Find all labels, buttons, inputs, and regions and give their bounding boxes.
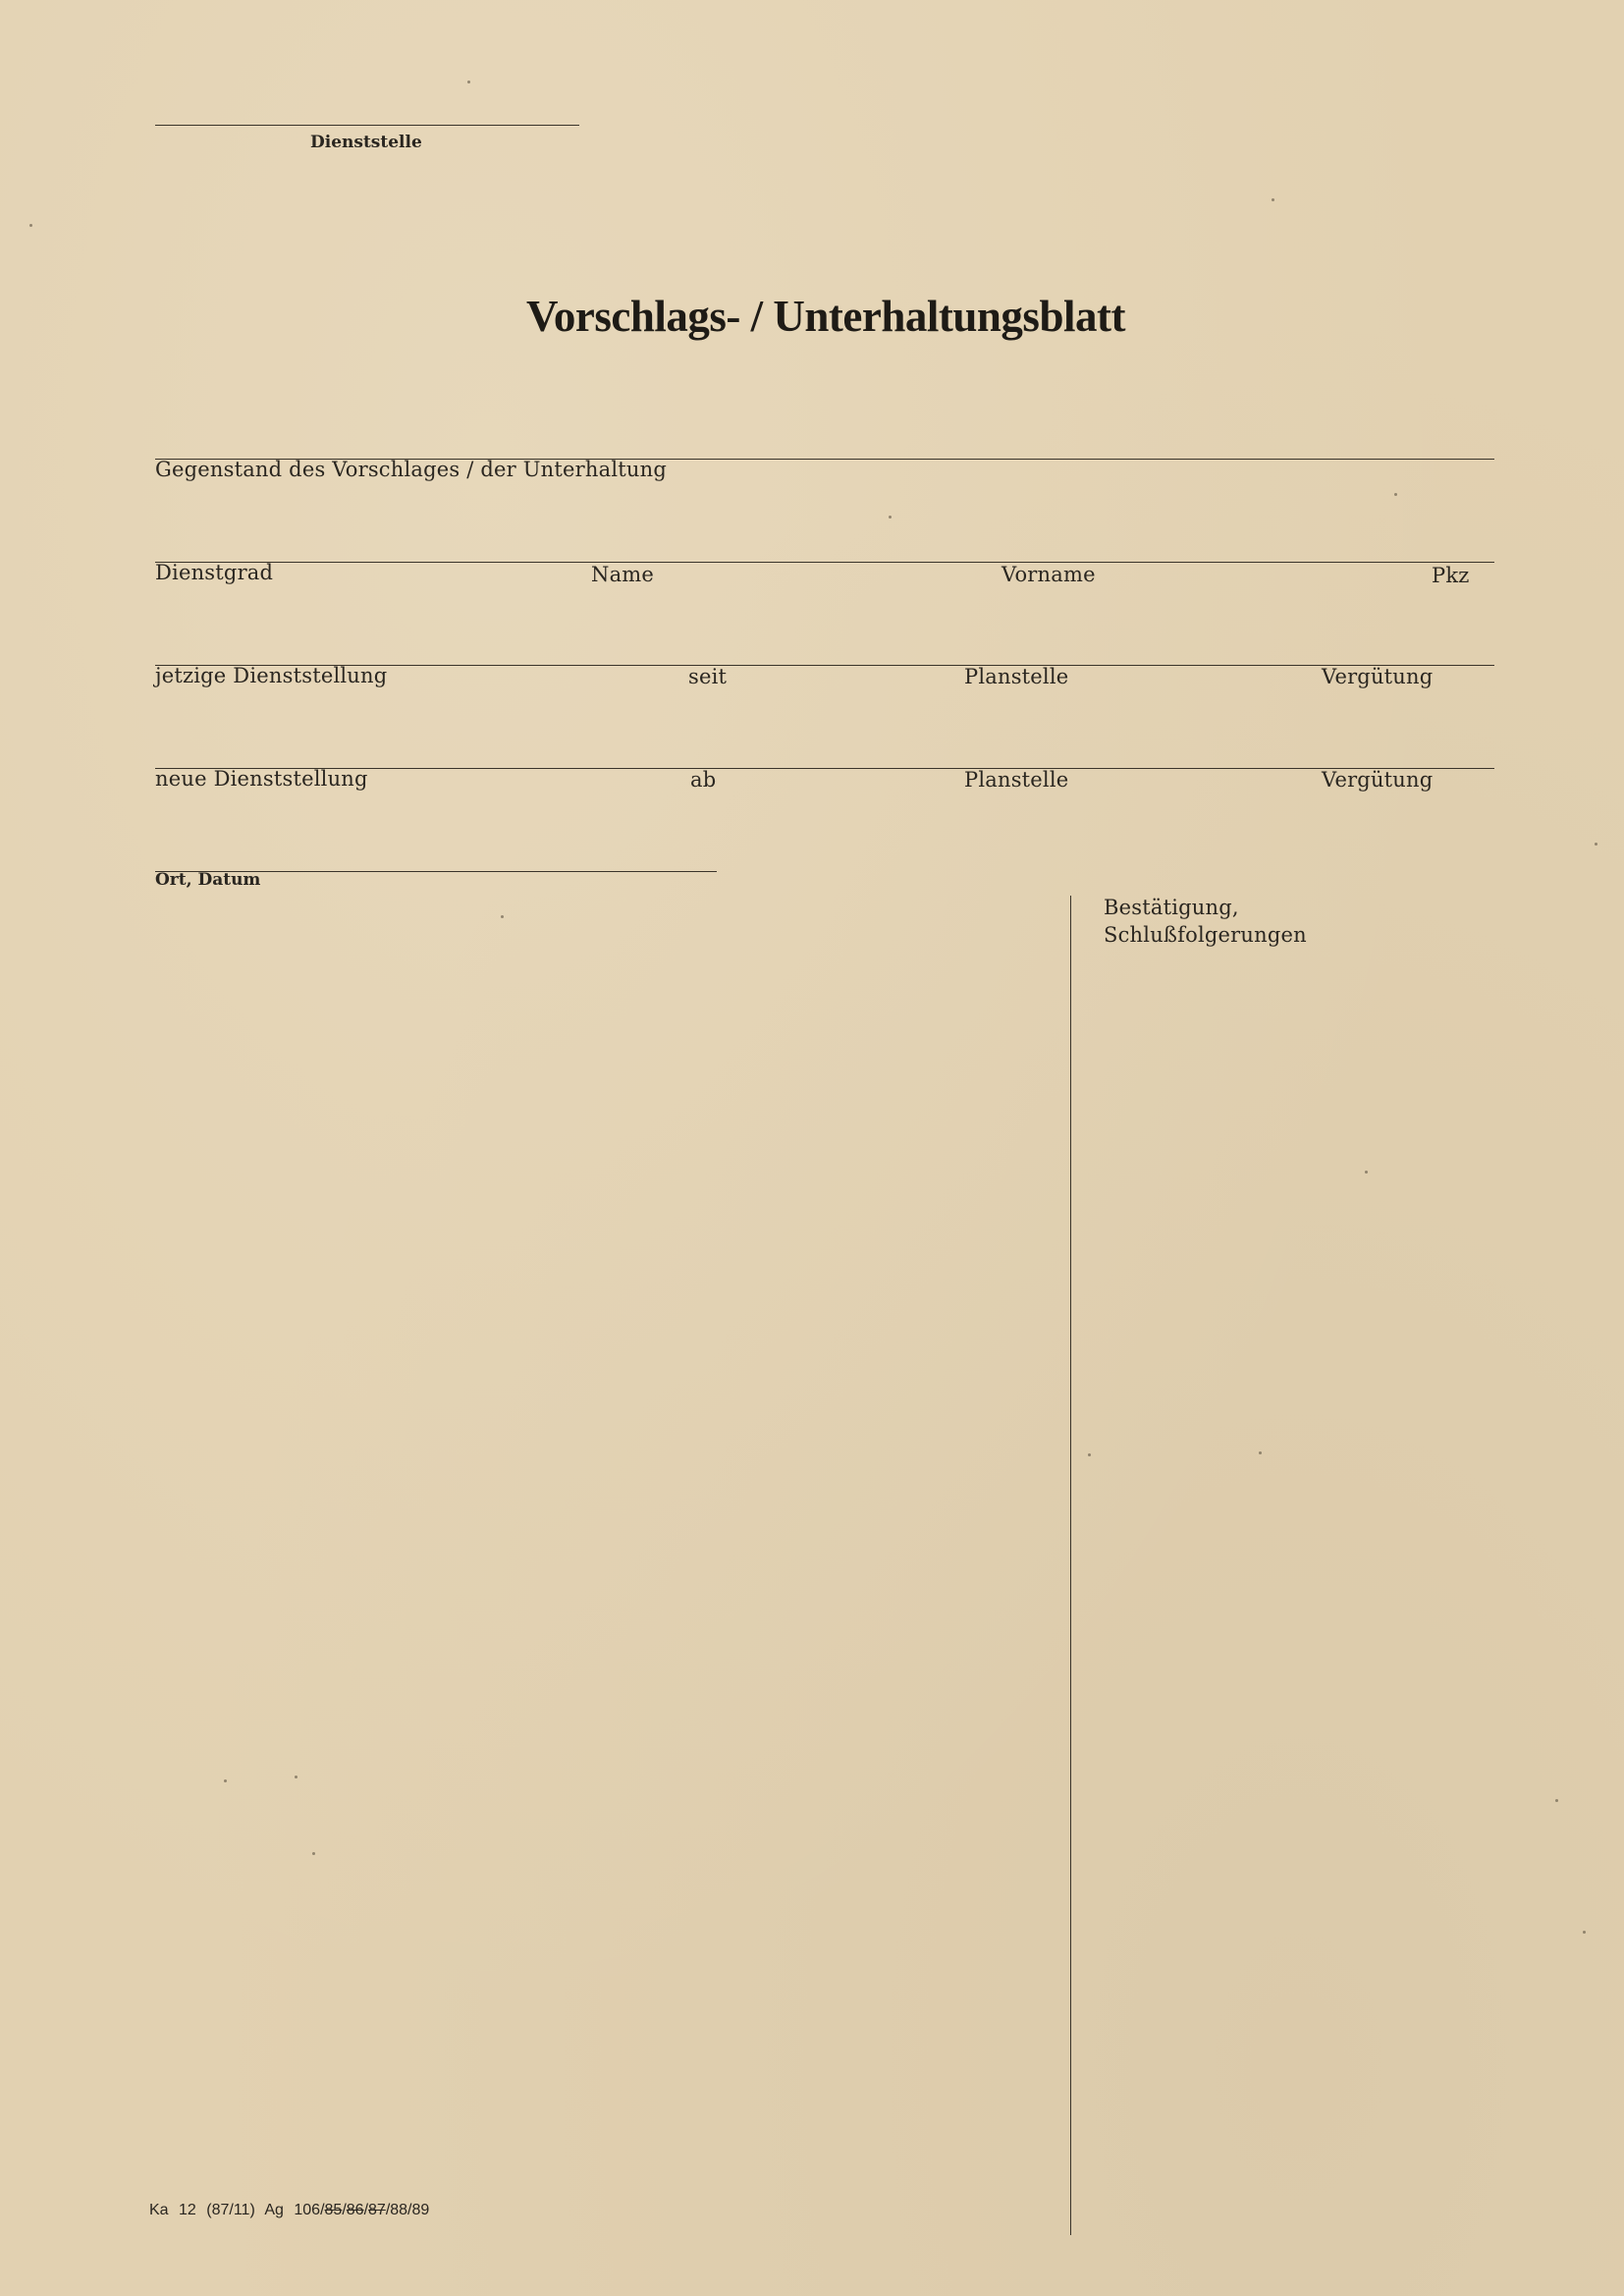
verguetung-label-2: Vergütung	[1322, 768, 1434, 792]
paper-speck	[1259, 1451, 1262, 1454]
paper-speck	[1583, 1931, 1586, 1934]
vorname-label: Vorname	[1001, 563, 1096, 586]
paper-speck	[224, 1779, 227, 1782]
seit-label: seit	[688, 665, 728, 688]
paper-speck	[1595, 843, 1597, 846]
print-code-years	[294, 2202, 429, 2218]
paper-speck	[889, 516, 892, 519]
ort-datum-field[interactable]	[155, 825, 717, 870]
planstelle-label-2: Planstelle	[964, 768, 1069, 792]
print-code	[149, 2202, 429, 2219]
dienststelle-line	[155, 125, 579, 126]
paper-speck	[295, 1776, 298, 1778]
pkz-label: Pkz	[1432, 564, 1470, 587]
paper-speck	[467, 81, 470, 83]
ab-label: ab	[690, 768, 717, 792]
name-label: Name	[591, 563, 655, 586]
paper-speck	[29, 224, 32, 227]
ort-datum-label: Ort, Datum	[155, 870, 261, 890]
paper-speck	[501, 915, 504, 918]
paper-speck	[1088, 1453, 1091, 1456]
confirmation-area[interactable]	[1090, 962, 1502, 2229]
paper-speck	[312, 1852, 315, 1855]
print-code-sep-2: /	[363, 2202, 369, 2218]
schlussfolgerungen-label: Schlußfolgerungen	[1104, 923, 1307, 947]
bestaetigung-label: Bestätigung,	[1104, 896, 1239, 919]
gegenstand-label: Gegenstand des Vorschlages / der Unterhaltung	[155, 458, 667, 481]
new-position-field[interactable]	[155, 722, 1494, 767]
personal-data-line	[155, 562, 1494, 563]
notes-area[interactable]	[155, 894, 1058, 2170]
print-code-year-85: 85	[324, 2202, 343, 2218]
print-code-sep-1: /	[342, 2202, 347, 2218]
column-divider	[1070, 896, 1071, 2235]
dienstgrad-label: Dienstgrad	[155, 561, 274, 584]
paper-speck	[1394, 493, 1397, 496]
print-code-year-86: 86	[346, 2202, 364, 2218]
print-code-ag: Ag	[264, 2202, 284, 2218]
paper-speck	[1272, 198, 1274, 201]
dienststelle-field[interactable]	[155, 88, 579, 124]
print-code-rest: /88/89	[385, 2202, 430, 2218]
current-position-field[interactable]	[155, 619, 1494, 664]
print-code-number: (87/11)	[206, 2202, 255, 2218]
gegenstand-field[interactable]	[155, 412, 1494, 458]
paper-speck	[1555, 1799, 1558, 1802]
planstelle-label-1: Planstelle	[964, 665, 1069, 688]
form-title: Vorschlags- / Unterhaltungsblatt	[526, 292, 1125, 341]
print-code-form: Ka 12	[149, 2202, 196, 2218]
dienststelle-label: Dienststelle	[310, 133, 422, 152]
neue-dienststellung-label: neue Dienststellung	[155, 767, 368, 791]
jetzige-dienststellung-label: jetzige Dienststellung	[155, 664, 388, 687]
verguetung-label-1: Vergütung	[1322, 665, 1434, 688]
paper-speck	[1365, 1171, 1368, 1174]
personal-data-field[interactable]	[155, 515, 1494, 560]
print-code-year-87: 87	[368, 2202, 386, 2218]
print-code-prefix: 106/	[294, 2202, 325, 2218]
